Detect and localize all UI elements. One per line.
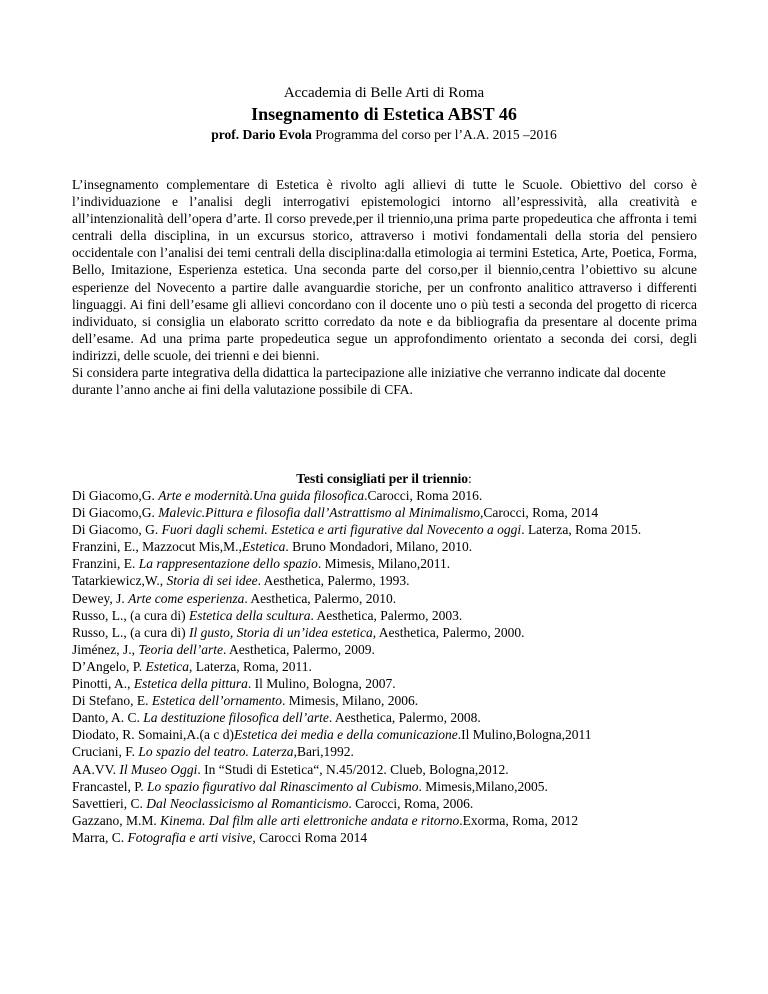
entry-title: Estetica della scultura [188, 607, 311, 623]
bibliography-entry [72, 761, 702, 778]
entry-publisher: . Mimesis,Milano,2005. [418, 778, 548, 794]
entry-author: Russo, L., (a cura di) [72, 607, 189, 623]
entry-author: Di Giacomo, G. [72, 522, 162, 538]
bibliography-entry [72, 521, 702, 538]
entry-publisher: . Aesthetica, Palermo, 2009. [223, 641, 375, 657]
entry-title: Kinema. Dal film alle arti elettroniche andata e ritorno [160, 812, 460, 828]
entry-author: AA.VV. [72, 761, 120, 777]
entry-publisher: .Carocci, Roma 2016. [364, 488, 483, 503]
professor-name: prof. Dario Evola [211, 127, 312, 142]
bibliography-heading [0, 470, 768, 487]
entry-author: D’Angelo, P. [72, 658, 146, 674]
bibliography-entry [72, 555, 702, 572]
description-paragraph-2: Si considera parte integrativa della didattica la partecipazione alle iniziative che verranno indicate dal docente durante l’anno anche ai fini della valutazione possibile di CFA. [72, 365, 666, 398]
entry-title: La destituzione filosofica dell’arte [143, 710, 329, 726]
bibliography-entry [72, 487, 702, 504]
entry-title: Il Museo Oggi [119, 761, 198, 777]
bibliography-entry [72, 504, 702, 521]
entry-title: Estetica dei media e della comunicazione [233, 727, 458, 743]
bibliography-entry [72, 572, 702, 589]
entry-publisher: , Carocci Roma 2014 [252, 829, 368, 845]
entry-publisher: . Bruno Mondadori, Milano, 2010. [285, 539, 473, 555]
bibliography-entry [72, 743, 702, 760]
entry-author: Francastel, P. [72, 778, 147, 794]
entry-author: Tatarkiewicz,W., [72, 573, 167, 589]
entry-publisher: . Mimesis, Milano,2011. [317, 556, 451, 572]
entry-author: Di Stefano, E. [72, 693, 152, 709]
entry-publisher: , Laterza, Roma, 2011. [189, 658, 312, 674]
entry-title: Estetica [241, 539, 286, 555]
entry-title: Lo spazio del teatro. Laterza [138, 744, 294, 760]
entry-title: Dal Neoclassicismo al Romanticismo [146, 795, 349, 811]
entry-author: Dewey, J. [72, 590, 129, 606]
entry-title: Lo spazio figurativo dal Rinascimento al Cubismo [147, 778, 419, 794]
entry-author: Russo, L., (a cura di) [72, 624, 189, 640]
entry-publisher: . Aesthetica, Palermo, 2003. [310, 607, 463, 623]
entry-title: Storia di sei idee [166, 573, 258, 589]
bibliography-heading-colon: : [468, 471, 472, 486]
entry-title: La rappresentazione dello spazio [138, 556, 318, 572]
entry-author: Diodato, R. Somaini,A.(a c d) [72, 727, 234, 743]
entry-title: Teoria dell’arte [138, 641, 224, 657]
entry-author: Di Giacomo,G. [72, 488, 159, 503]
entry-publisher: . Aesthetica, Palermo, 1993. [257, 573, 410, 589]
entry-author: Jiménez, J., [72, 641, 139, 657]
bibliography-entry [72, 590, 702, 607]
bibliography-entry [72, 726, 702, 743]
bibliography-entry [72, 709, 702, 726]
entry-publisher: . Il Mulino, Bologna, 2007. [247, 676, 396, 692]
entry-title: Estetica dell’ornamento [151, 693, 282, 709]
program-label: Programma del corso per l’A.A. 2015 –2016 [311, 127, 557, 142]
entry-author: Savettieri, C. [72, 795, 147, 811]
entry-title: Fuori dagli schemi. Estetica e arti figurative dal Novecento a oggi [161, 522, 522, 538]
entry-author: Gazzano, M.M. [72, 812, 161, 828]
entry-author: Franzini, E. [72, 556, 139, 572]
bibliography-entry [72, 812, 702, 829]
bibliography-entry [72, 795, 702, 812]
entry-publisher: . Mimesis, Milano, 2006. [281, 693, 419, 709]
entry-publisher: . Aesthetica, Palermo, 2008. [328, 710, 481, 726]
entry-publisher: . Carocci, Roma, 2006. [348, 795, 474, 811]
bibliography-entry [72, 692, 702, 709]
entry-publisher: , Aesthetica, Palermo, 2000. [372, 624, 525, 640]
institution-name: Accademia di Belle Arti di Roma [283, 85, 485, 101]
bibliography-entry [72, 641, 702, 658]
entry-publisher: ,Bari,1992. [293, 744, 354, 760]
description-paragraph-1: L’insegnamento complementare di Estetica è rivolto agli allievi di tutte le Scuole. Obiettivo del corso è l’individuazione e l’analisi degli interrogativi epistemologici intorno all’espressività, alla creatività e all’intenzionalità dell’opera d’arte. Il corso prevede,per il triennio,una prima parte propedeutica che affronta i temi centrali della disciplina, in un excursus storico, attraverso i motivi fondamentali della storia del pensiero occidentale con l’analisi dei temi centrali della disciplina:dalla etimologia ai termini Estetica, Arte, Poetica, Forma, Bello, Imitazione, Esperienza estetica. Una seconda parte del corso,per il biennio,centra l’obiettivo su alcune esperienze del Novecento a partire dalle avanguardie storiche, per un confronto analitico attraverso i differenti linguaggi. Ai fini dell’esame gli allievi concordano con il docente uno o più testi a seconda del progetto di ricerca individuato, si consiglia un elaborato scritto corredato da note e da bibliografia da presentare al docente prima dell’esame. Ad una prima parte propedeutica segue un approfondimento orientato a seconda dei corsi, degli indirizzi, delle scuole, dei trienni e dei bienni. [72, 177, 697, 363]
bibliography-list [72, 487, 702, 846]
entry-author: Di Giacomo,G. [72, 505, 159, 521]
entry-title: Malevic.Pittura e filosofia dall’Astrattismo al Minimalismo, [158, 505, 484, 521]
bibliography-entry [72, 658, 702, 675]
entry-title: Estetica [145, 658, 189, 674]
entry-title: Estetica della pittura [133, 676, 248, 692]
entry-publisher: Carocci, Roma, 2014 [483, 505, 599, 521]
bibliography-entry [72, 778, 702, 795]
bibliography-entry [72, 607, 702, 624]
bibliography-entry [72, 624, 702, 641]
entry-title: Fotografia e arti visive [127, 829, 253, 845]
entry-author: Pinotti, A., [72, 676, 134, 692]
entry-author: Franzini, E., Mazzocut Mis,M., [72, 539, 242, 555]
bibliography-entry [72, 829, 702, 846]
entry-author: Danto, A. C. [72, 710, 144, 726]
entry-author: Cruciani, F. [72, 744, 139, 760]
entry-publisher: .Il Mulino,Bologna,2011 [457, 727, 592, 743]
bibliography-entry [72, 675, 702, 692]
entry-author: Marra, C. [72, 829, 128, 845]
entry-title: Arte come esperienza [128, 590, 245, 606]
entry-publisher: . Aesthetica, Palermo, 2010. [244, 590, 397, 606]
entry-title: Arte e modernità.Una guida filosofica [158, 488, 365, 503]
entry-title: Il gusto, Storia di un’idea estetica [188, 624, 373, 640]
course-title: Insegnamento di Estetica ABST 46 [251, 104, 517, 124]
bibliography-entry [72, 538, 702, 555]
course-description [72, 176, 697, 398]
entry-publisher: . Laterza, Roma 2015. [521, 522, 642, 538]
document-header [0, 84, 768, 143]
professor-line [0, 126, 768, 143]
entry-publisher: . In “Studi di Estetica“, N.45/2012. Clueb, Bologna,2012. [197, 761, 509, 777]
bibliography-heading-text: Testi consigliati per il triennio [296, 471, 468, 486]
entry-publisher: .Exorma, Roma, 2012 [459, 812, 579, 828]
